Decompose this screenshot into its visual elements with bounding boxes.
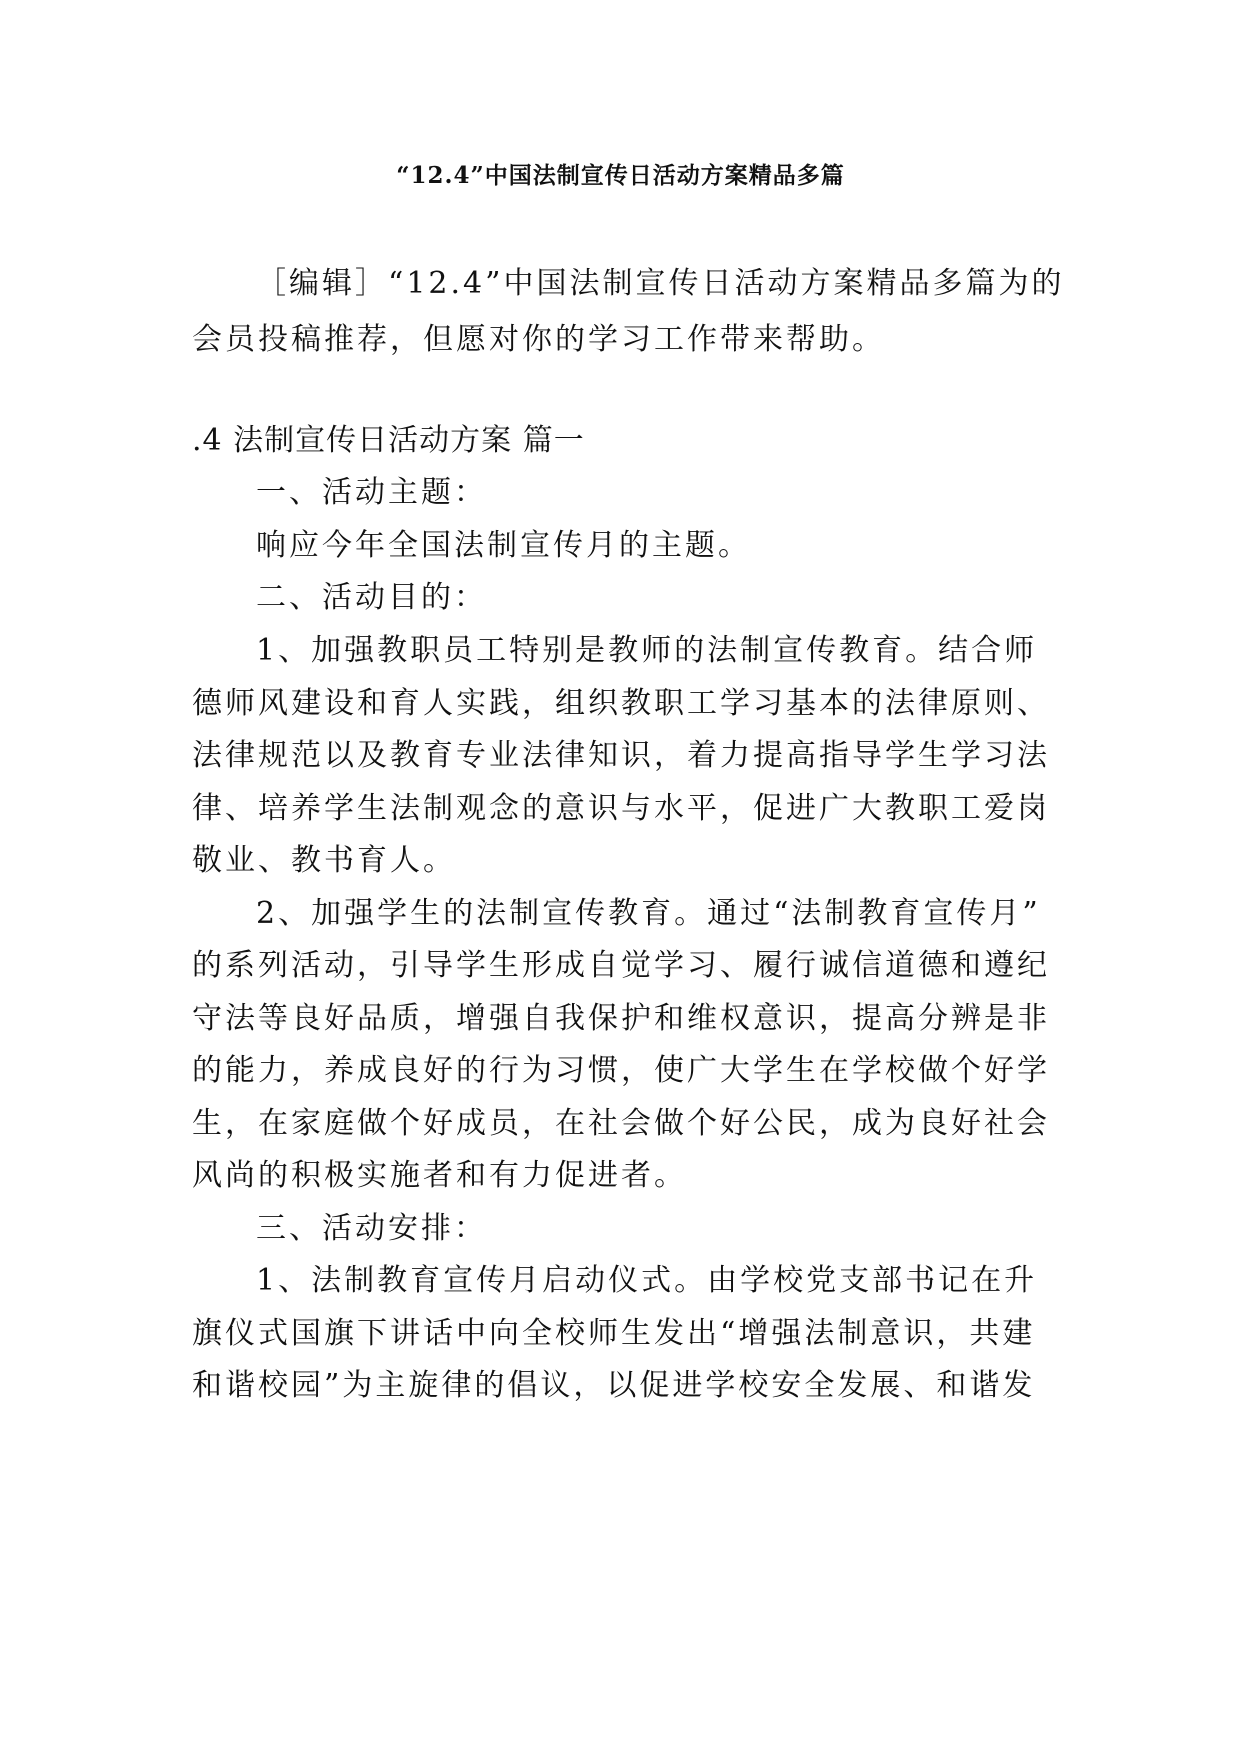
paragraph-line: 守法等良好品质，增强自我保护和维权意识，提高分辨是非 — [192, 1001, 1050, 1036]
intro-line: ［编辑］“12.4”中国法制宣传日活动方案精品多篇为的 — [256, 266, 1065, 301]
paragraph-line: 2、加强学生的法制宣传教育。通过“法制教育宣传月” — [256, 896, 1041, 931]
paragraph-line: 的系列活动，引导学生形成自觉学习、履行诚信道德和遵纪 — [192, 948, 1050, 983]
paragraph-line: 1、加强教职员工特别是教师的法制宣传教育。结合师 — [256, 633, 1038, 668]
intro-line: 会员投稿推荐，但愿对你的学习工作带来帮助。 — [192, 322, 885, 357]
paragraph-line: 的能力，养成良好的行为习惯，使广大学生在学校做个好学 — [192, 1053, 1050, 1088]
document-title: “12.4”中国法制宣传日活动方案精品多篇 — [396, 162, 845, 189]
paragraph-line: 生，在家庭做个好成员，在社会做个好公民，成为良好社会 — [192, 1106, 1050, 1141]
paragraph-line: 和谐校园”为主旋律的倡议，以促进学校安全发展、和谐发 — [192, 1368, 1036, 1403]
paragraph-line: 一、活动主题： — [256, 475, 487, 510]
paragraph-line: 法律规范以及教育专业法律知识，着力提高指导学生学习法 — [192, 738, 1050, 773]
paragraph-line: 德师风建设和育人实践，组织教职工学习基本的法律原则、 — [192, 686, 1050, 721]
paragraph-line: 1、法制教育宣传月启动仪式。由学校党支部书记在升 — [256, 1263, 1038, 1298]
paragraph-line: 二、活动目的： — [256, 580, 487, 615]
paragraph-line: 风尚的积极实施者和有力促进者。 — [192, 1158, 687, 1193]
section-heading: .4 法制宣传日活动方案 篇一 — [192, 423, 585, 458]
paragraph-line: 旗仪式国旗下讲话中向全校师生发出“增强法制意识，共建 — [192, 1316, 1036, 1351]
paragraph-line: 敬业、教书育人。 — [192, 843, 456, 878]
paragraph-line: 三、活动安排： — [256, 1211, 487, 1246]
paragraph-line: 响应今年全国法制宣传月的主题。 — [256, 528, 751, 563]
paragraph-line: 律、培养学生法制观念的意识与水平，促进广大教职工爱岗 — [192, 791, 1050, 826]
